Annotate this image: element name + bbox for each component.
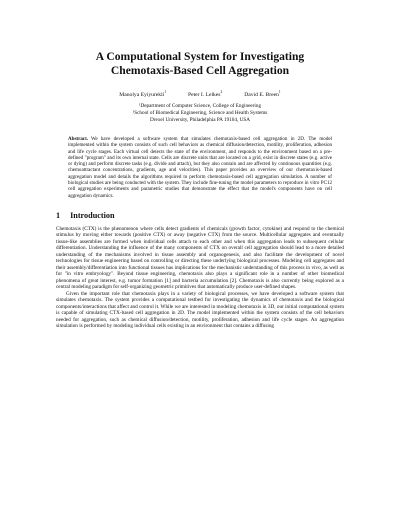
- abstract-text: We have developed a software system that simulates chemotaxis-based cell aggregation in 2D. The model implemented within the system consists of such cell behaviors as chemical diffusion/detection, motility, proliferation, adhesion and life cycle stages. Each virtual cell detects the state of the environment, and responds to the environment based on a pre-defined "program" and its own internal state. Cells are discrete units that are located on a grid, exist in discrete states (e.g. active or dying) and perform discrete tasks (e.g. divide and attach), but they also contain and are affected by continuous quantities (e.g. chemoattractant concentrations, gradients, age and velocities). This paper provides an overview of our chemotaxis-based aggregation model and details the algorithms required to perform chemotaxis-based cell aggregation simulation. A number of biological studies are being conducted with the system. They include fine-tuning the model parameters to reproduce in vitro PC12 cell aggregation experiments and parametric studies that demonstrate the effect that the model's components have on cell aggregation dynamics.: [68, 136, 332, 199]
- abstract: [68, 136, 332, 199]
- section-title: Introduction: [70, 210, 115, 220]
- body-paragraph: Given the important role that chemotaxis plays in a variety of biological processes, we have developed a software system that simulates chemotaxis. The system provides a computational testbed for investigating the dynamics of chemotaxis and the biological components/interactions that affect and control it. While we are interested in modeling chemotaxis in 3D, our initial computational system is capable of simulating CTX-based cell aggregation in 2D. The model implemented within the system consists of the cell behaviors needed for aggregation, such as chemical diffusion/detection, motility, proliferation, adhesion and life cycle stages. An aggregation simulation is performed by modeling individual cells existing in an environment that contains a diffusing: [56, 290, 344, 330]
- author-list: [56, 92, 344, 98]
- abstract-label: Abstract.: [68, 136, 89, 142]
- title-line-1: A Computational System for Investigating: [95, 50, 305, 63]
- affiliation-line: Drexel University, Philadelphia PA 19104, USA: [150, 117, 250, 123]
- author: David E. Breen$^1$: [244, 90, 281, 98]
- title-line-2: Chemotaxis-Based Cell Aggregation: [110, 64, 290, 77]
- author: Peter I. Lelkes$^2$: [188, 90, 223, 98]
- affiliation-line: ²School of Biomedical Engineering, Science and Health Systems: [132, 110, 268, 116]
- paper-title: [56, 50, 344, 78]
- affiliations: [56, 103, 344, 124]
- author: Manolya Eyiyurekli$^1$: [119, 90, 166, 98]
- body-paragraph: Chemotaxis (CTX) is the phenomenon where cells detect gradients of chemicals (growth factor, cytokine) and respond to the chemical stimulus by moving either towards (positive CTX) or away (negative CTX) from the source. Multicellular aggregates and eventually tissue-like assemblies are formed when individual cells attach to each other and when this aggregation leads to subsequent cellular differentiation. Understanding the influence of the many components of CTX on overall cell aggregation should lead to a more detailed understanding of the mechanisms involved in tissue assembly and organogenesis, and also facilitate the development of novel technologies for tissue engineering based on controlling or directing these underlying biological processes. Modeling cell aggregates and their assembly/differentiation into functional tissues has implications for the mechanistic understanding of this process in vivo, as well as for "in vitro embryology". Beyond tissue engineering, chemotaxis also plays a significant role in a number of other biomedical phenomena of great interest, e.g. tumor formation [1] and bacteria accumulation [2]. Chemotaxis is also currently being explored as a central modeling paradigm for self-organizing geometric primitives that automatically produce user-defined shapes.: [56, 225, 344, 291]
- section-heading: [56, 211, 344, 220]
- affiliation-line: ¹Department of Computer Science, College of Engineering: [138, 103, 262, 109]
- section-number: 1: [56, 210, 61, 220]
